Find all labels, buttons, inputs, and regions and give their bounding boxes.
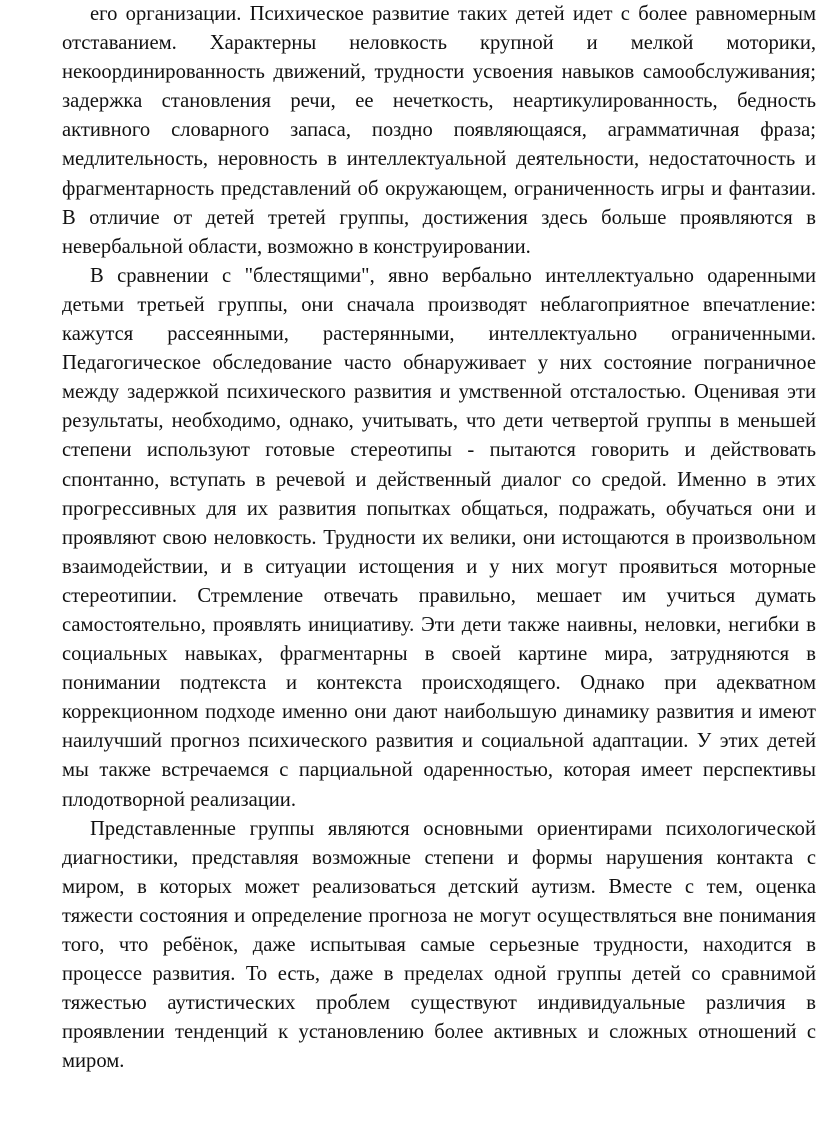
- paragraph-3: Представленные группы являются основными ориентирами психологической диагностики, представляя возможные степени и формы нарушения контакта с миром, в которых может реализоваться детский аутизм. Вместе с тем, оценка тяжести состояния и определение прогноза не могут осуществляться вне понимания того, что ребёнок, даже испытывая самые серьезные трудности, находится в процессе развития. То есть, даже в пределах одной группы детей со сравнимой тяжестью аутистических проблем существуют индивидуальные различия в проявлении тенденций к установлению более активных и сложных отношений с миром.: [62, 817, 816, 1073]
- paragraph-2: В сравнении с "блестящими", явно вербально интеллектуально одаренными детьми третьей группы, они сначала производят неблагоприятное впечатление: кажутся рассеянными, растерянными, интеллектуально ограниченными. Педагогическое обследование часто обнаруживает у них состояние пограничное между задержкой психического развития и умственной отсталостью. Оценивая эти результаты, необходимо, однако, учитывать, что дети четвертой группы в меньшей степени используют готовые стереотипы - пытаются говорить и действовать спонтанно, вступать в речевой и действенный диалог со средой. Именно в этих прогрессивных для их развития попытках общаться, подражать, обучаться они и проявляют свою неловкость. Трудности их велики, они истощаются в произвольном взаимодействии, и в ситуации истощения и у них могут проявиться моторные стереотипии. Стремление отвечать правильно, мешает им учиться думать самостоятельно, проявлять инициативу. Эти дети также наивны, неловки, негибки в социальных навыках, фрагментарны в своей картине мира, затрудняются в понимании подтекста и контекста происходящего. Однако при адекватном коррекционном подходе именно они дают наибольшую динамику развития и имеют наилучший прогноз психического развития и социальной адаптации. У этих детей мы также встречаемся с парциальной одаренностью, которая имеет перспективы плодотворной реализации.: [62, 264, 816, 811]
- document-page: [62, 0, 816, 1125]
- paragraph-1: его организации. Психическое развитие таких детей идет с более равномерным отставанием. Характерны неловкость крупной и мелкой моторики, некоординированность движений, трудности усвоения навыков самообслуживания; задержка становления речи, ее нечеткость, неартикулированность, бедность активного словарного запаса, поздно появляющаяся, аграмматичная фраза; медлительность, неровность в интеллектуальной деятельности, недостаточность и фрагментарность представлений об окружающем, ограниченность игры и фантазии. В отличие от детей третей группы, достижения здесь больше проявляются в невербальной области, возможно в конструировании.: [62, 3, 816, 258]
